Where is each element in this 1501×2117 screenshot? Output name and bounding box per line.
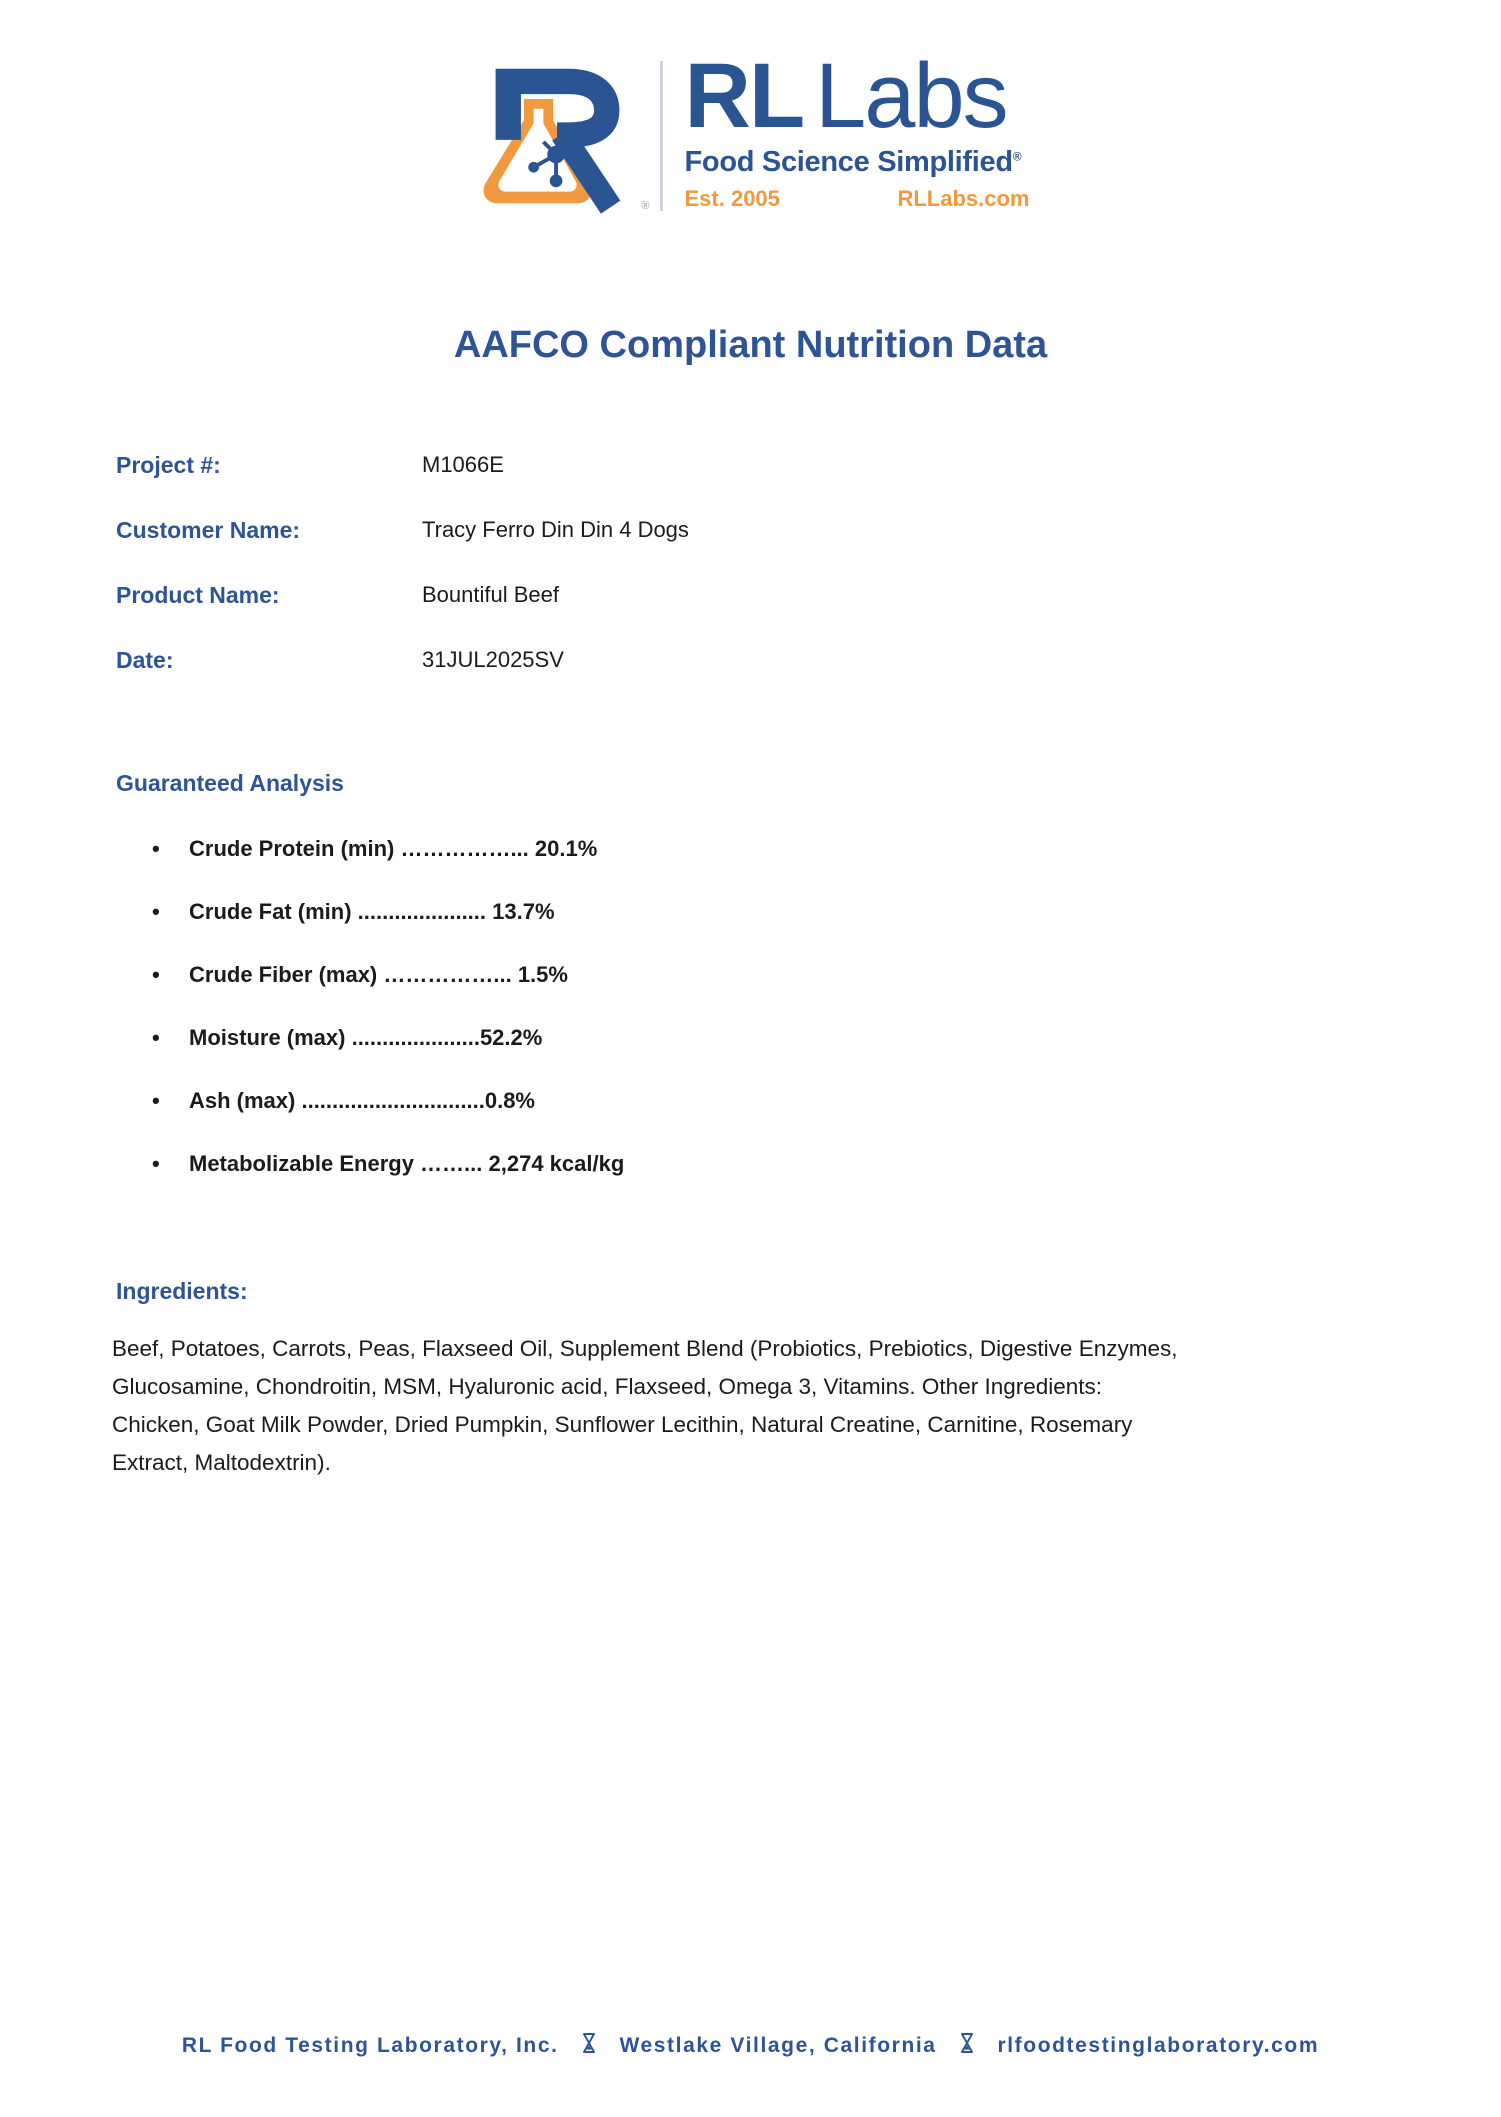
ingredients-line: Glucosamine, Chondroitin, MSM, Hyaluronic acid, Flaxseed, Omega 3, Vitamins. Other Ingredients: [112, 1374, 1103, 1399]
bullet-icon: • [152, 962, 160, 987]
footer-location: Westlake Village, California [619, 2034, 937, 2057]
bullet-icon: • [152, 1088, 160, 1113]
info-label-product: Product Name: [116, 582, 280, 608]
info-value-project: M1066E [422, 452, 504, 477]
registered-mark: ® [641, 200, 650, 212]
brand-name-regular: Labs [815, 45, 1007, 148]
page-title: AAFCO Compliant Nutrition Data [453, 324, 1048, 366]
info-label-date: Date: [116, 647, 174, 673]
bullet-icon: • [152, 836, 160, 861]
info-value-date: 31JUL2025SV [422, 647, 564, 672]
bullet-icon: • [152, 1025, 160, 1050]
info-value-customer: Tracy Ferro Din Din 4 Dogs [422, 517, 689, 542]
analysis-item-text: Crude Protein (min) ……………... 20.1% [189, 836, 598, 861]
analysis-item [152, 1025, 624, 1088]
rl-labs-logo [472, 45, 1030, 214]
info-row-date [116, 647, 689, 712]
ingredients-paragraph [112, 1330, 1412, 1482]
analysis-item-text: Moisture (max) .....................52.2% [189, 1025, 543, 1050]
info-label-customer: Customer Name: [116, 517, 301, 543]
bullet-icon: • [152, 1151, 160, 1176]
ingredients-line: Chicken, Goat Milk Powder, Dried Pumpkin, Sunflower Lecithin, Natural Creatine, Carnitine, Rosemary [112, 1412, 1133, 1437]
flask-logo-icon [472, 58, 650, 214]
info-value-product: Bountiful Beef [422, 582, 559, 607]
analysis-item [152, 1151, 624, 1214]
bullet-icon: • [152, 899, 160, 924]
info-row-project [116, 452, 689, 517]
analysis-item-text: Ash (max) ..............................0.8% [189, 1088, 535, 1113]
info-row-customer [116, 517, 689, 582]
info-row-product [116, 582, 689, 647]
logo-website-link[interactable]: RLLabs.com [897, 185, 1030, 211]
info-label-project: Project #: [116, 452, 221, 478]
analysis-item-text: Crude Fiber (max) ……………... 1.5% [189, 962, 568, 987]
logo-established: Est. 2005 [684, 185, 780, 211]
hourglass-icon [960, 2032, 974, 2060]
footer-website-link[interactable]: rlfoodtestinglaboratory.com [997, 2034, 1320, 2057]
logo-divider [660, 61, 663, 211]
registered-mark: ® [1012, 149, 1022, 164]
footer [0, 2032, 1501, 2060]
analysis-item [152, 899, 624, 962]
analysis-item-text: Metabolizable Energy ……... 2,274 kcal/kg [189, 1151, 625, 1176]
logo-text-block [684, 45, 1030, 212]
analysis-item [152, 836, 624, 899]
logo-meta-row [685, 186, 1030, 212]
ingredients-line: Extract, Maltodextrin). [112, 1450, 331, 1475]
section-heading-guaranteed-analysis: Guaranteed Analysis [116, 770, 344, 796]
analysis-item [152, 1088, 624, 1151]
guaranteed-analysis-list [152, 836, 624, 1214]
hourglass-icon [582, 2032, 596, 2060]
brand-tagline: Food Science Simplified® [684, 145, 1022, 178]
ingredients-line: Beef, Potatoes, Carrots, Peas, Flaxseed Oil, Supplement Blend (Probiotics, Prebiotics, Digestive Enzymes, [112, 1336, 1178, 1361]
analysis-item [152, 962, 624, 1025]
project-info [116, 452, 689, 712]
footer-company: RL Food Testing Laboratory, Inc. [181, 2034, 559, 2057]
brand-name [684, 45, 1030, 148]
analysis-item-text: Crude Fat (min) ..................... 13.7% [189, 899, 555, 924]
section-heading-ingredients: Ingredients: [116, 1278, 248, 1304]
brand-name-bold: RL [684, 45, 804, 148]
